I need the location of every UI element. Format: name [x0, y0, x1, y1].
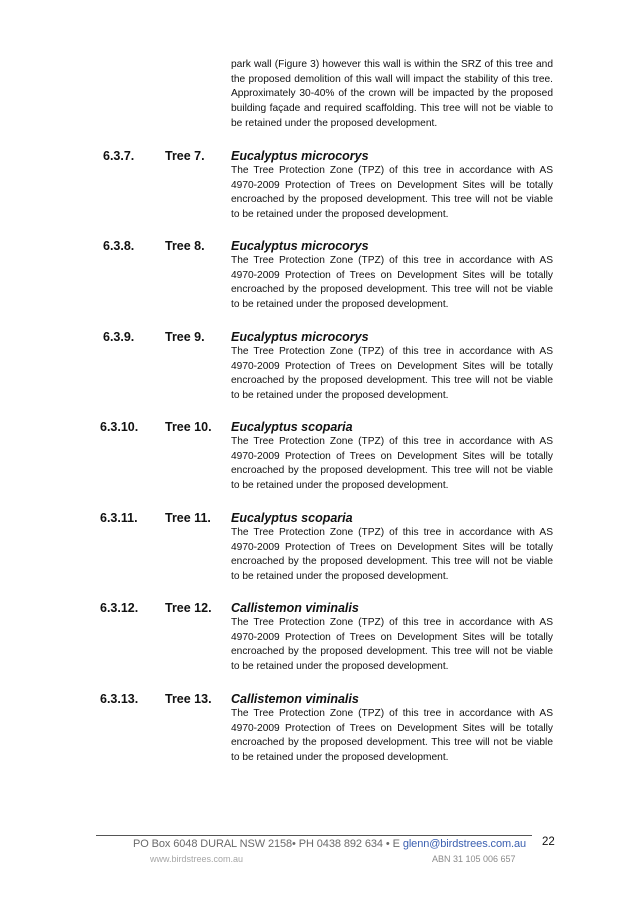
tree-label: Tree 7.: [165, 149, 205, 163]
species-name: Eucalyptus scoparia: [231, 511, 353, 525]
section-number: 6.3.12.: [100, 601, 139, 615]
footer-email-link[interactable]: glenn@birdstrees.com.au: [402, 838, 527, 850]
section-number: 6.3.7.: [103, 149, 135, 163]
section-number: 6.3.13.: [100, 692, 139, 706]
tree-label: Tree 8.: [165, 239, 205, 253]
section-body: The Tree Protection Zone (TPZ) of this tree in accordance with AS 4970-2009 Protection of Trees on Development Sites will be totally encroached by the proposed development. This tree will not be viable to be retained under the proposed development.: [231, 346, 553, 402]
tree-label: Tree 13.: [165, 692, 212, 706]
section-body: The Tree Protection Zone (TPZ) of this tree in accordance with AS 4970-2009 Protection of Trees on Development Sites will be totally encroached by the proposed development. This tree will not be viable to be retained under the proposed development.: [231, 617, 553, 673]
tree-label: Tree 9.: [165, 330, 205, 344]
tree-label: Tree 10.: [165, 420, 212, 434]
footer-phone: PH 0438 892 634: [298, 838, 383, 850]
footer-contact-line: [133, 838, 526, 850]
species-name: Eucalyptus microcorys: [231, 330, 369, 344]
footer-website[interactable]: www.birdstrees.com.au: [150, 854, 244, 864]
section-number: 6.3.9.: [103, 330, 135, 344]
footer-separator: •: [292, 838, 296, 850]
section-number: 6.3.8.: [103, 239, 135, 253]
footer-separator: •: [385, 838, 390, 850]
footer-email-prefix: E: [392, 838, 400, 850]
section-body: The Tree Protection Zone (TPZ) of this tree in accordance with AS 4970-2009 Protection of Trees on Development Sites will be totally encroached by the proposed development. This tree will not be viable to be retained under the proposed development.: [231, 708, 553, 764]
section-number: 6.3.11.: [100, 511, 138, 525]
section-body: The Tree Protection Zone (TPZ) of this tree in accordance with AS 4970-2009 Protection of Trees on Development Sites will be totally encroached by the proposed development. This tree will not be viable to be retained under the proposed development.: [231, 255, 553, 311]
footer-abn: ABN 31 105 006 657: [432, 854, 516, 864]
footer-address: PO Box 6048 DURAL NSW 2158: [133, 838, 293, 850]
footer-divider: [96, 835, 532, 836]
section-body: The Tree Protection Zone (TPZ) of this tree in accordance with AS 4970-2009 Protection of Trees on Development Sites will be totally encroached by the proposed development. This tree will not be viable to be retained under the proposed development.: [231, 436, 553, 492]
species-name: Eucalyptus microcorys: [231, 239, 369, 253]
species-name: Eucalyptus scoparia: [231, 420, 353, 434]
section-body: The Tree Protection Zone (TPZ) of this tree in accordance with AS 4970-2009 Protection of Trees on Development Sites will be totally encroached by the proposed development. This tree will not be viable to be retained under the proposed development.: [231, 165, 553, 221]
species-name: Callistemon viminalis: [231, 692, 359, 706]
section-body: The Tree Protection Zone (TPZ) of this tree in accordance with AS 4970-2009 Protection of Trees on Development Sites will be totally encroached by the proposed development. This tree will not be viable to be retained under the proposed development.: [231, 527, 553, 583]
tree-label: Tree 12.: [165, 601, 212, 615]
section-number: 6.3.10.: [100, 420, 139, 434]
intro-paragraph: park wall (Figure 3) however this wall is within the SRZ of this tree and the proposed demolition of this wall will impact the stability of this tree. Approximately 30-40% of the crown will be impacted by the proposed building façade and required scaffolding. This tree will not be viable to be retained under the proposed development.: [231, 59, 553, 129]
species-name: Callistemon viminalis: [231, 601, 359, 615]
tree-label: Tree 11.: [165, 511, 211, 525]
species-name: Eucalyptus microcorys: [231, 149, 369, 163]
page-number: 22: [542, 836, 555, 848]
